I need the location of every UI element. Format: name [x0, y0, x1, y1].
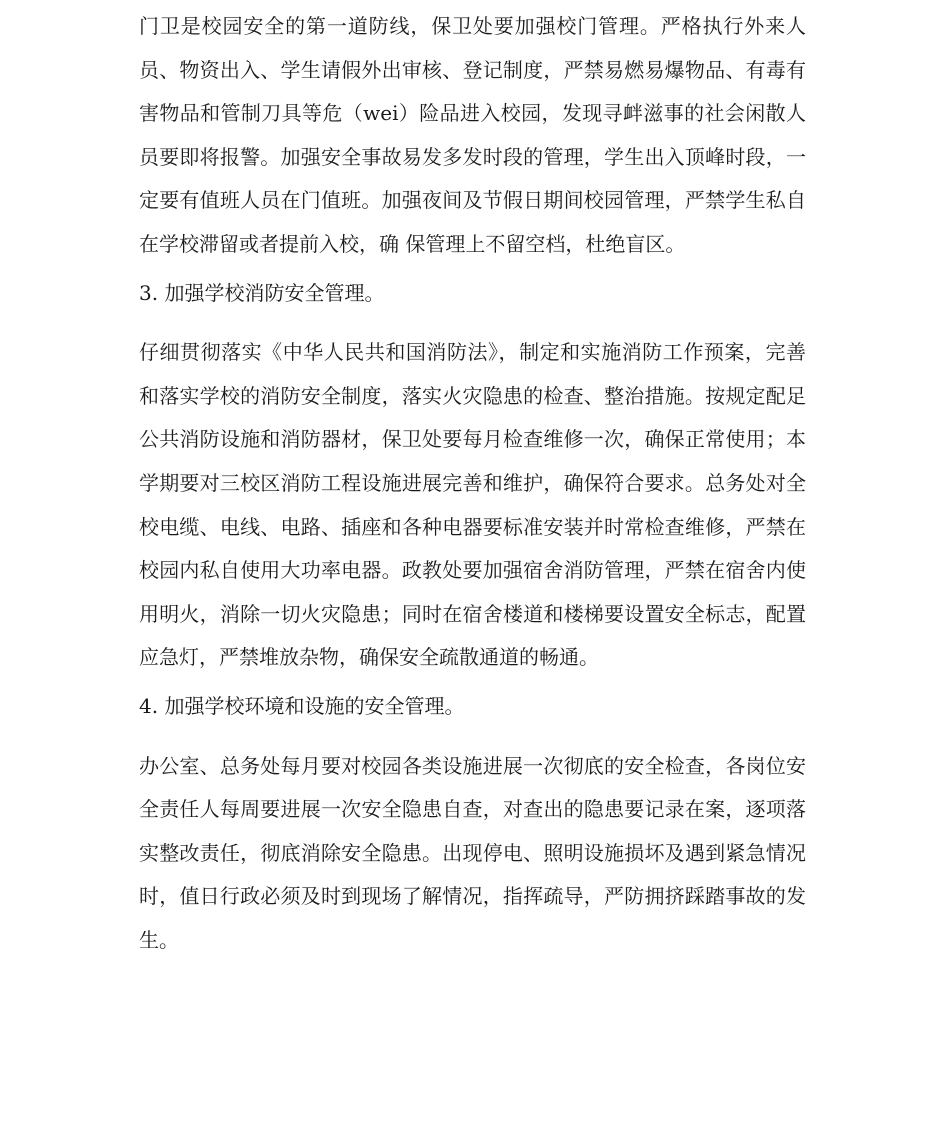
- paragraph-environment-safety: 办公室、总务处每月要对校园各类设施进展一次彻底的安全检查，各岗位安全责任人每周要进展一次安全隐患自查，对查出的隐患要记录在案，逐项落实整改责任，彻底消除安全隐患。出现停电、照明设施损坏及遇到紧急情况时，值日行政必须及时到现场了解情况，指挥疏导，严防拥挤踩踏事故的发生。: [139, 753, 806, 952]
- document-body: [139, 5, 806, 962]
- section-heading-fire-safety: 3. 加强学校消防安全管理。: [139, 280, 385, 305]
- paragraph-gate-management: 门卫是校园安全的第一道防线，保卫处要加强校门管理。严格执行外来人员、物资出入、学生请假外出审核、登记制度，严禁易燃易爆物品、有毒有害物品和管制刀具等危（wei）险品进入校园，发现寻衅滋事的社会闲散人员要即将报警。加强安全事故易发多发时段的管理，学生出入顶峰时段，一定要有值班人员在门值班。加强夜间及节假日期间校园管理，严禁学生私自在学校滞留或者提前入校，确 保管理上不留空档，杜绝盲区。: [139, 14, 806, 256]
- paragraph-fire-safety: 仔细贯彻落实《中华人民共和国消防法》，制定和实施消防工作预案，完善和落实学校的消防安全制度，落实火灾隐患的检查、整治措施。按规定配足公共消防设施和消防器材，保卫处要每月检查维修一次，确保正常使用；本学期要对三校区消防工程设施进展完善和维护，确保符合要求。总务处对全校电缆、电线、电路、插座和各种电器要标准安装并时常检查维修，严禁在校园内私自使用大功率电器。政教处要加强宿舍消防管理，严禁在宿舍内使用明火，消除一切火灾隐患；同时在宿舍楼道和楼梯要设置安全标志，配置应急灯，严禁堆放杂物，确保安全疏散通道的畅通。: [139, 340, 806, 670]
- section-heading-environment-safety: 4. 加强学校环境和设施的安全管理。: [139, 693, 465, 718]
